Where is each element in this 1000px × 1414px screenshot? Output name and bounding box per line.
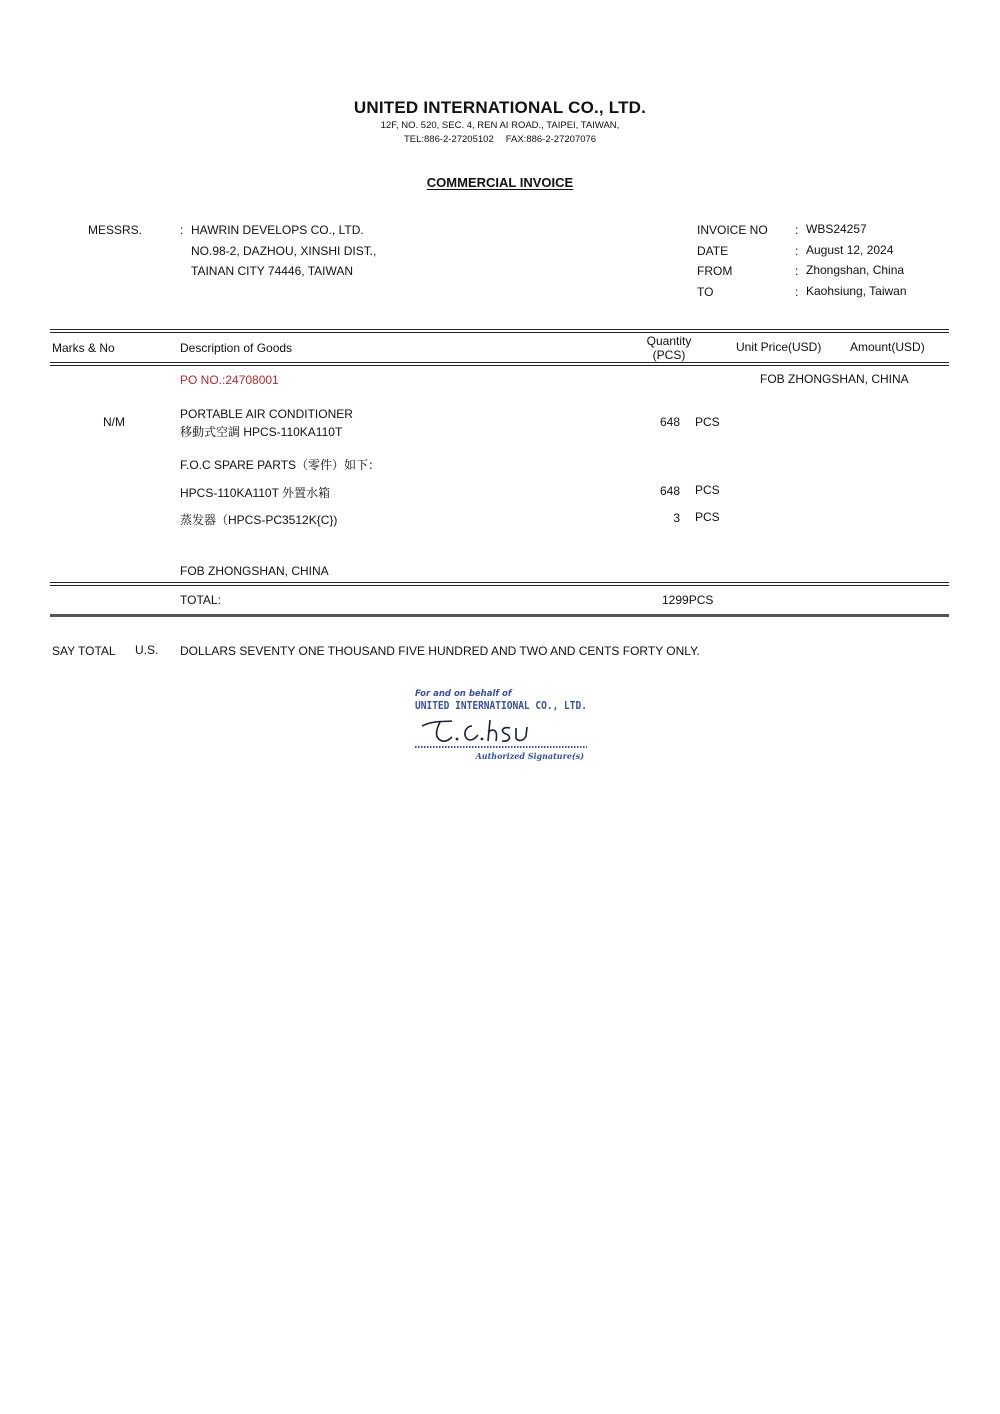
item-2-description: HPCS-110KA110T 外置水箱 bbox=[180, 486, 331, 500]
total-quantity: 1299PCS bbox=[662, 593, 714, 607]
stamp-line-2: UNITED INTERNATIONAL CO., LTD. bbox=[415, 700, 587, 712]
to-colon: : bbox=[795, 285, 799, 299]
item-1-model: 移動式空調 HPCS-110KA110T bbox=[180, 425, 343, 439]
header-bottom-rule-2 bbox=[50, 365, 949, 366]
header-amount: Amount(USD) bbox=[850, 340, 925, 354]
item-1-unit: PCS bbox=[695, 415, 720, 429]
date-value: August 12, 2024 bbox=[806, 243, 894, 257]
to-value: Kaohsiung, Taiwan bbox=[806, 284, 907, 298]
from-label: FROM bbox=[697, 264, 733, 278]
from-colon: : bbox=[795, 264, 799, 278]
header-quantity-unit: (PCS) bbox=[652, 348, 686, 362]
buyer-line-2: NO.98-2, DAZHOU, XINSHI DIST., bbox=[191, 244, 377, 258]
signature-graphic bbox=[422, 720, 527, 741]
buyer-line-1: HAWRIN DEVELOPS CO., LTD. bbox=[191, 223, 364, 237]
fob-footer: FOB ZHONGSHAN, CHINA bbox=[180, 564, 329, 578]
say-total-text: DOLLARS SEVENTY ONE THOUSAND FIVE HUNDRED AND TWO AND CENTS FORTY ONLY. bbox=[180, 644, 700, 658]
stamp-caption: Authorized Signature(s) bbox=[475, 751, 584, 761]
table-top-rule-2 bbox=[50, 332, 949, 333]
invoice-no-colon: : bbox=[795, 223, 799, 237]
buyer-line-3: TAINAN CITY 74446, TAIWAN bbox=[191, 264, 354, 278]
messrs-label: MESSRS. bbox=[88, 223, 143, 237]
table-top-rule bbox=[50, 329, 949, 330]
document-title: COMMERCIAL INVOICE bbox=[426, 175, 574, 190]
item-3-description: 蒸发器（HPCS-PC3512K{C}) bbox=[180, 513, 338, 527]
header-description: Description of Goods bbox=[180, 341, 293, 355]
company-address: 12F, NO. 520, SEC. 4, REN AI ROAD., TAIPEI, TAIWAN, bbox=[380, 120, 620, 131]
item-3-qty: 3 bbox=[673, 511, 680, 525]
total-top-rule bbox=[50, 582, 949, 583]
total-label: TOTAL: bbox=[180, 593, 221, 607]
say-total-label: SAY TOTAL bbox=[52, 644, 116, 658]
header-bottom-rule bbox=[50, 362, 949, 363]
item-2-unit: PCS bbox=[695, 483, 720, 497]
marks-value: N/M bbox=[103, 415, 125, 429]
header-quantity bbox=[638, 334, 700, 362]
total-top-rule-2 bbox=[50, 585, 949, 586]
header-unit-price: Unit Price(USD) bbox=[736, 340, 822, 354]
company-stamp bbox=[412, 686, 594, 764]
date-colon: : bbox=[795, 244, 799, 258]
company-name: UNITED INTERNATIONAL CO., LTD. bbox=[353, 98, 647, 117]
item-2-qty: 648 bbox=[659, 484, 680, 498]
header-marks: Marks & No bbox=[52, 341, 115, 355]
company-tel: TEL:886-2-27205102 bbox=[403, 134, 494, 145]
header-quantity-label: Quantity bbox=[646, 334, 692, 348]
stamp-graphic bbox=[412, 686, 594, 764]
stamp-line-1: For and on behalf of bbox=[415, 689, 512, 699]
from-value: Zhongshan, China bbox=[806, 263, 905, 277]
item-1-qty: 648 bbox=[659, 415, 680, 429]
say-total-currency: U.S. bbox=[135, 643, 159, 657]
item-1-description: PORTABLE AIR CONDITIONER bbox=[180, 407, 353, 421]
company-fax: FAX:886-2-27207076 bbox=[505, 134, 597, 145]
fob-header: FOB ZHONGSHAN, CHINA bbox=[760, 372, 909, 386]
messrs-colon: : bbox=[180, 223, 184, 237]
spare-parts-heading: F.O.C SPARE PARTS（零件）如下： bbox=[180, 458, 381, 472]
to-label: TO bbox=[697, 285, 714, 299]
date-label: DATE bbox=[697, 244, 729, 258]
invoice-no-value: WBS24257 bbox=[806, 222, 867, 236]
invoice-no-label: INVOICE NO bbox=[697, 223, 768, 237]
total-bottom-rule bbox=[50, 614, 949, 617]
item-3-unit: PCS bbox=[695, 510, 720, 524]
po-number: PO NO.:24708001 bbox=[180, 373, 279, 387]
company-contact bbox=[0, 134, 1000, 145]
